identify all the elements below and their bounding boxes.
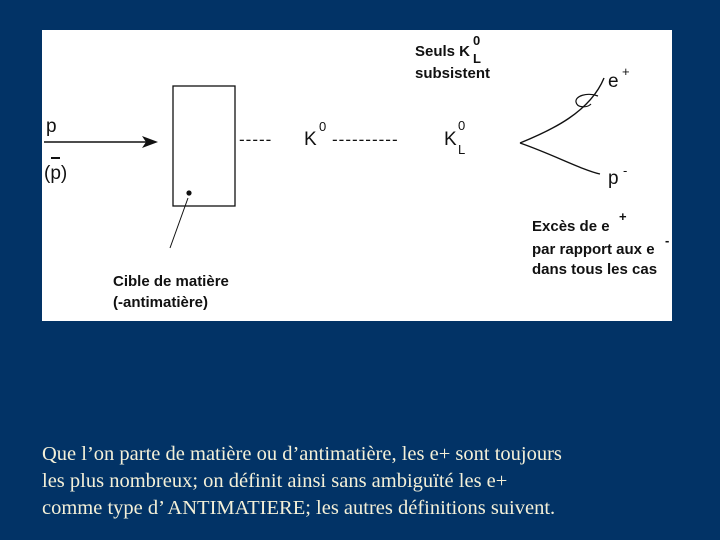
kaon-short-label (304, 130, 317, 149)
dashes-left: ----- (239, 130, 273, 149)
dashes-mid: ---------- (332, 130, 399, 149)
exces-line1-sup: + (619, 209, 627, 224)
kaon-long-sub: L (458, 142, 466, 157)
caption-line3: comme type d’ ANTIMATIERE; les autres définitions suivent. (42, 497, 556, 519)
seuls-sub: L (473, 51, 481, 66)
kaon-short-sup: 0 (319, 119, 327, 134)
exces-line2: par rapport aux e (532, 241, 655, 258)
exces-line3: dans tous les cas (532, 261, 658, 278)
kaon-long-label: K (444, 129, 457, 150)
positron-track (520, 78, 604, 143)
caption-line1: Que l’on parte de matière ou d’antimatière, les e+ sont toujours (42, 443, 562, 465)
diagram-panel (42, 30, 672, 321)
caption-line2: les plus nombreux; on définit ainsi sans ambiguïté les e+ (42, 470, 508, 492)
positron-sup: + (622, 64, 630, 79)
caption (42, 441, 682, 522)
beam-label: p (46, 116, 57, 137)
pion-label: p (608, 168, 619, 189)
seuls-line2: subsistent (415, 65, 491, 82)
pion-track (520, 143, 600, 174)
spiral-icon (576, 94, 598, 106)
kaon-long-sup: 0 (458, 118, 466, 133)
cible-line2: (-antimatière) (113, 294, 209, 311)
target-box (173, 86, 235, 206)
target-dot (186, 190, 191, 195)
pion-sup: - (623, 163, 628, 178)
antiproton-bar (51, 157, 60, 159)
kaon-short-base: K (304, 129, 317, 150)
positron-label: e (608, 71, 619, 92)
exces-line2-sup: - (665, 233, 670, 248)
exces-line1: Excès de e (532, 218, 610, 235)
seuls-sup: 0 (473, 33, 481, 48)
seuls-line1: Seuls K (415, 43, 471, 60)
cible-line1: Cible de matière (113, 273, 229, 290)
antibeam-text: (p) (44, 163, 68, 184)
antibeam-label (44, 164, 67, 183)
